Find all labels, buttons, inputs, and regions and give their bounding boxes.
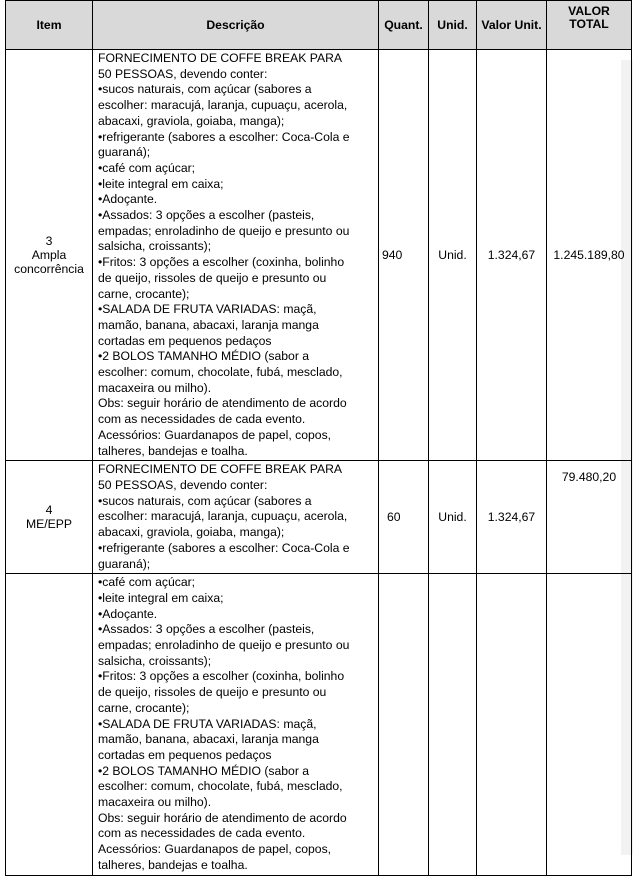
description-line: cortadas em pequenos pedaços [98, 333, 272, 348]
description-cell-continued [93, 574, 379, 875]
description-line: Obs: seguir horário de atendimento de acordo [98, 396, 347, 411]
description-line: guaraná); [98, 145, 151, 160]
description-line: de queijo, rissoles de queijo e presunto ou [98, 270, 327, 285]
description-line: •leite integral em caixa; [98, 176, 224, 191]
quantity-cell: 60 [379, 461, 429, 574]
description-line: •Fritos: 3 opções a escolher (coxinha, bolinho [98, 255, 345, 270]
item-type: Ampla concorrência [14, 248, 84, 277]
header-item: Item [6, 1, 93, 50]
description-line: mamão, banana, abacaxi, laranja manga [98, 732, 319, 747]
description-cell [93, 50, 379, 461]
quantity-cell-empty [379, 574, 429, 875]
header-valor-total: VALOR TOTAL [547, 1, 632, 50]
description-line: •refrigerante (sabores a escolher: Coca-Cola e [98, 129, 350, 144]
description-line: empadas; enroladinho de queijo e presunto ou [98, 223, 350, 238]
description-line: com as necessidades de cada evento. [98, 826, 306, 841]
description-line: escolher: comum, chocolate, fubá, mesclado, [98, 779, 343, 794]
header-quant: Quant. [379, 1, 429, 50]
description-line: macaxeira ou milho). [98, 795, 212, 810]
description-line: Acessórios: Guardanapos de papel, copos, [98, 427, 332, 442]
table-row-item-4 [6, 461, 632, 574]
description-line: 50 PESSOAS, devendo conter: [98, 477, 268, 492]
description-line: carne, crocante); [98, 700, 190, 715]
description-line: •SALADA DE FRUTA VARIADAS: maçã, [98, 716, 317, 731]
description-cell [93, 461, 379, 574]
header-unid: Unid. [429, 1, 477, 50]
description-line: •Adoçante. [98, 192, 158, 207]
total-price-value: 1.245.189,80 [553, 248, 625, 263]
description-line: Acessórios: Guardanapos de papel, copos, [98, 842, 332, 857]
total-price-cell-empty [547, 574, 632, 875]
header-descricao: Descrição [93, 1, 379, 50]
description-line: carne, crocante); [98, 286, 190, 301]
description-line: de queijo, rissoles de queijo e presunto ou [98, 685, 327, 700]
description-line: escolher: maracujá, laranja, cupuaçu, acerola, [98, 509, 348, 524]
description-line: •Adoçante. [98, 606, 158, 621]
description-line: mamão, banana, abacaxi, laranja manga [98, 317, 319, 332]
unit-cell: Unid. [429, 461, 477, 574]
item-number: 3 [45, 234, 53, 249]
total-price-cell [547, 461, 632, 574]
description-line: 50 PESSOAS, devendo conter: [98, 66, 268, 81]
description-line: •sucos naturais, com açúcar (sabores a [98, 82, 312, 97]
unit-price-cell: 1.324,67 [477, 50, 547, 461]
description-line: FORNECIMENTO DE COFFE BREAK PARA [98, 462, 343, 477]
description-line: •leite integral em caixa; [98, 590, 224, 605]
description-line: cortadas em pequenos pedaços [98, 747, 272, 762]
description-line: •café com açúcar; [98, 575, 196, 590]
description-line: Obs: seguir horário de atendimento de acordo [98, 810, 347, 825]
quantity-cell: 940 [379, 50, 429, 461]
description-line: abacaxi, graviola, goiaba, manga); [98, 113, 285, 128]
description-line: FORNECIMENTO DE COFFE BREAK PARA [98, 51, 343, 65]
description-line: •2 BOLOS TAMANHO MÉDIO (sabor a [98, 349, 310, 364]
description-line: abacaxi, graviola, goiaba, manga); [98, 525, 285, 540]
description-line: salsicha, croissants); [98, 239, 212, 254]
total-price-cell [547, 50, 632, 461]
item-cell [6, 50, 93, 461]
header-row [6, 1, 632, 50]
unit-cell: Unid. [429, 50, 477, 461]
description-line: guaraná); [98, 556, 151, 571]
description-line: macaxeira ou milho). [98, 380, 212, 395]
description-line: escolher: comum, chocolate, fubá, mesclado, [98, 365, 343, 380]
header-valor-unit: Valor Unit. [477, 1, 547, 50]
description-line: com as necessidades de cada evento. [98, 412, 306, 427]
description-line: escolher: maracujá, laranja, cupuaçu, acerola, [98, 98, 348, 113]
item-cell [6, 461, 93, 574]
item-type: ME/EPP [25, 517, 73, 532]
unit-price-cell: 1.324,67 [477, 461, 547, 574]
description-line: salsicha, croissants); [98, 653, 212, 668]
description-line: •café com açúcar; [98, 160, 196, 175]
unit-price-cell-empty [477, 574, 547, 875]
table-row-item-4-continued [6, 574, 632, 875]
description-line: •Fritos: 3 opções a escolher (coxinha, bolinho [98, 669, 345, 684]
description-line: talheres, bandejas e toalha. [98, 857, 248, 872]
price-table [5, 0, 632, 876]
item-number: 4 [45, 503, 53, 518]
item-cell-empty [6, 574, 93, 875]
unit-cell-empty [429, 574, 477, 875]
description-line: •SALADA DE FRUTA VARIADAS: maçã, [98, 302, 317, 317]
table-row-item-3 [6, 50, 632, 461]
description-line: •Assados: 3 opções a escolher (pasteis, [98, 622, 315, 637]
description-lines [98, 462, 374, 572]
description-lines [98, 575, 374, 873]
description-lines [98, 51, 374, 459]
description-line: •refrigerante (sabores a escolher: Coca-Cola e [98, 540, 350, 555]
description-line: talheres, bandejas e toalha. [98, 443, 248, 458]
description-line: •2 BOLOS TAMANHO MÉDIO (sabor a [98, 763, 310, 778]
description-line: •Assados: 3 opções a escolher (pasteis, [98, 208, 315, 223]
total-price-value: 79.480,20 [561, 470, 617, 485]
description-line: empadas; enroladinho de queijo e presunto ou [98, 638, 350, 653]
description-line: •sucos naturais, com açúcar (sabores a [98, 493, 312, 508]
